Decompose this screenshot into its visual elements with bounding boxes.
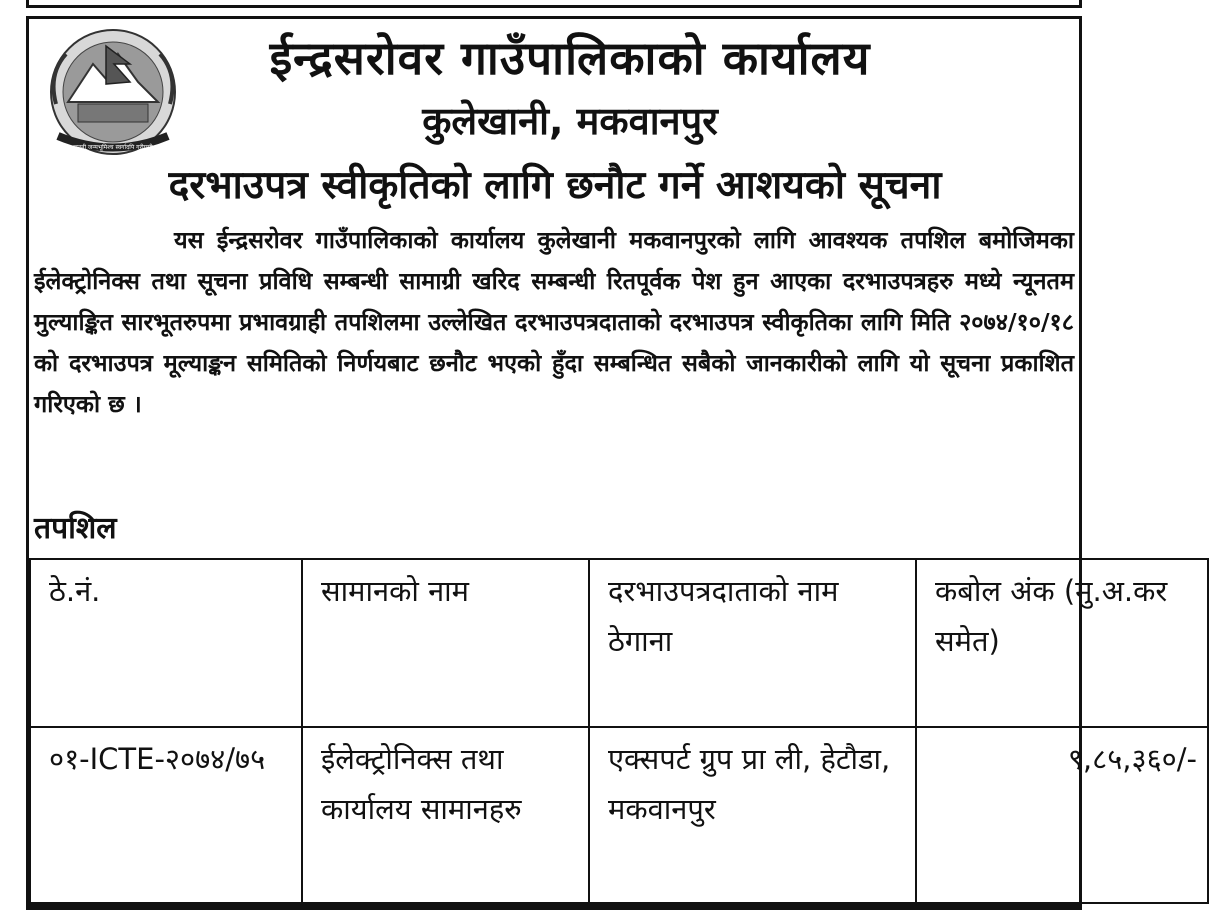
top-border xyxy=(26,0,1082,8)
header-bidder-name-address: दरभाउपत्रदाताको नाम ठेगाना xyxy=(589,559,916,727)
office-title: ईन्द्रसरोवर गाउँपालिकाको कार्यालय xyxy=(269,31,871,85)
nepal-government-emblem-icon xyxy=(38,24,188,164)
cell-item-name: ईलेक्ट्रोनिक्स तथा कार्यालय सामानहरु xyxy=(302,727,589,903)
schedule-table xyxy=(29,558,1209,904)
emblem-motto: जननी जन्मभूमिश्च स्वर्गादपि गरीयसी xyxy=(73,144,153,151)
notice-heading: दरभाउपत्र स्वीकृतिको लागि छनौट गर्ने आशयको सूचना xyxy=(168,163,942,208)
header-item-name: सामानको नाम xyxy=(302,559,589,727)
bottom-border xyxy=(26,902,1082,910)
table-row xyxy=(30,727,1208,903)
cell-bidder-name-address: एक्सपर्ट ग्रुप प्रा ली, हेटौडा, मकवानपुर xyxy=(589,727,916,903)
schedule-label: तपशिल xyxy=(34,511,117,546)
cell-contract-no: ०१-ICTE-२०७४/७५ xyxy=(30,727,302,903)
office-address: कुलेखानी, मकवानपुर xyxy=(422,99,718,143)
header-contract-no: ठे.नं. xyxy=(30,559,302,727)
notice-body: यस ईन्द्रसरोवर गाउँपालिकाको कार्यालय कुलेखानी मकवानपुरको लागि आवश्यक तपशिल बमोजिमका ईलेक्ट्रोनिक्स तथा सूचना प्रविधि सम्बन्धी सामाग्री खरिद सम्बन्धी रितपूर्वक पेश हुन आएका दरभाउपत्रहरु मध्ये न्यूनतम मुल्याङ्कित सारभूतरुपमा प्रभावग्राही तपशिलमा उल्लेखित दरभाउपत्रदाताको दरभाउपत्र स्वीकृतिका लागि मिति २०७४/१०/१८ को दरभाउपत्र मूल्याङ्कन समितिको निर्णयबाट छनौट भएको हुँदा सम्बन्धित सबैको जानकारीको लागि यो सूचना प्रकाशित गरिएको छ । xyxy=(34,226,1074,418)
table-header-row xyxy=(30,559,1208,727)
cell-bid-amount: ९,८५,३६०/- xyxy=(916,727,1208,903)
header-bid-amount: कबोल अंक (मु.अ.कर समेत) xyxy=(916,559,1208,727)
